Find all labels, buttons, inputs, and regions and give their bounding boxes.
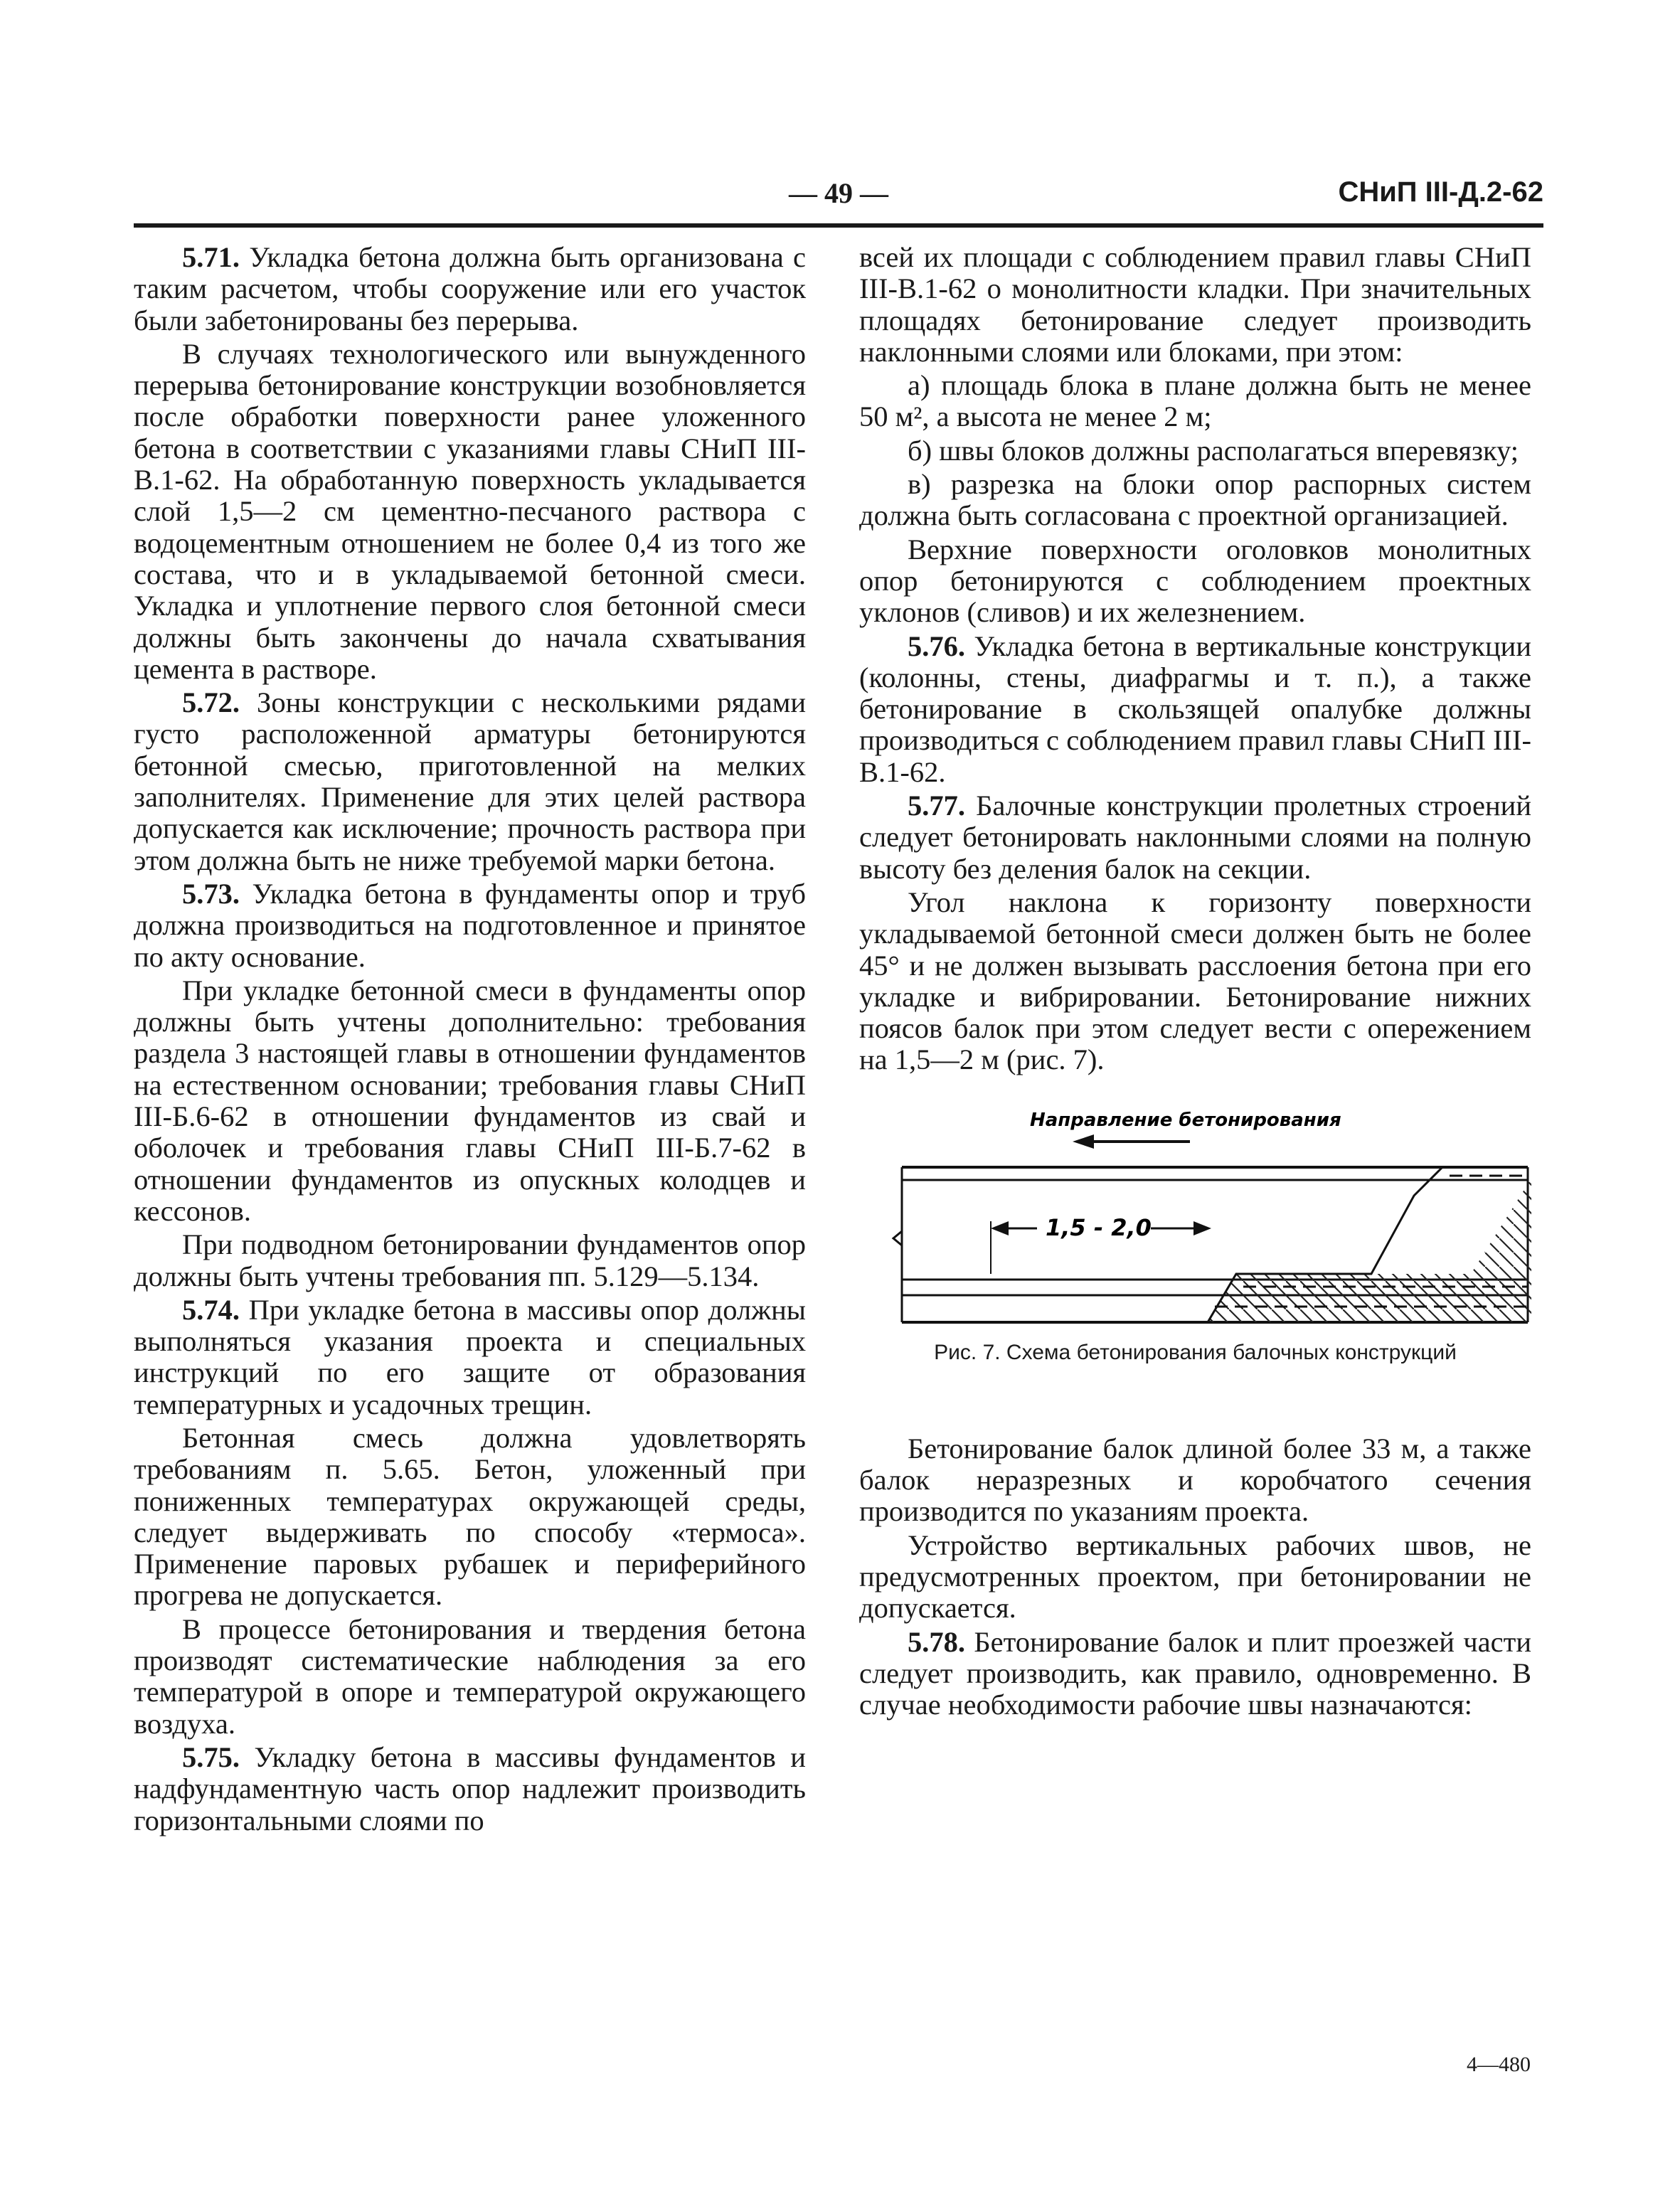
paragraph (859, 242, 1531, 368)
paragraph-text: При подводном бетонировании фундаментов опор должны быть учтены требования пп. 5.129—5.134. (134, 1228, 806, 1292)
paragraph-text: Зоны конструкции с несколькими рядами густо расположенной арматуры бетонируются бетонной смесью, приготовленной на мелких заполнителях. Применение для этих целей раствора допускается как исключение; прочность раствора при этом должна быть не ниже требуемой марки бетона. (134, 686, 806, 876)
paragraph (134, 339, 806, 685)
right-column-bottom (859, 1433, 1531, 1721)
paragraph (859, 631, 1531, 788)
paragraph-text: Балочные конструкции пролетных строений следует бетонировать наклонными слоями на полную высоту без деления балок на секции. (859, 790, 1531, 885)
paragraph (134, 1229, 806, 1292)
document-code: СНиП III-Д.2-62 (1338, 176, 1543, 208)
paragraph-text: Бетонирование балок длиной более 33 м, а также балок неразрезных и коробчатого сечения производится по указаниям проекта. (859, 1432, 1531, 1528)
paragraph (859, 1433, 1531, 1528)
paragraph-text: Бетонная смесь должна удовлетворять требованиям п. 5.65. Бетон, уложенный при пониженных температурах окружающей среды, следует выдерживать по способу «термоса». Применение паровых рубашек и периферийного прогрева не допускается. (134, 1421, 806, 1612)
paragraph-text: Устройство вертикальных рабочих швов, не предусмотренных проектом, при бетонировании не допускается. (859, 1529, 1531, 1625)
clause-number: 5.71. (182, 241, 240, 273)
direction-label: Направление бетонирования (1030, 1109, 1341, 1131)
paragraph (134, 975, 806, 1227)
clause-number: 5.72. (182, 686, 240, 719)
paragraph (859, 1530, 1531, 1625)
paragraph-text: В процессе бетонирования и твердения бетона производят систематические наблюдения за его температурой в опоре и температурой окружающего воздуха. (134, 1612, 806, 1740)
paragraph (859, 435, 1531, 467)
paragraph-text: Укладка бетона должна быть организована с таким расчетом, чтобы сооружение или его участок были забетонированы без перерыва. (134, 241, 806, 336)
paragraph-text: Угол наклона к горизонту поверхности укладываемой бетонной смеси должен быть не более 45° и не должен вызывать расслоения бетона при его укладке и вибрировании. Бетонирование нижних поясов балок при этом следует вести с опережением на 1,5—2 м (рис. 7). (859, 886, 1531, 1076)
dimension-arrow-left (991, 1221, 1009, 1235)
paragraph (134, 1294, 806, 1420)
paragraph-text: Укладка бетона в вертикальные конструкции (колонны, стены, диафрагмы и т. п.), а также бетонирование в скользящей опалубке должны производиться с соблюдением правил главы СНиП III-В.1-62. (859, 629, 1531, 788)
paragraph (859, 1627, 1531, 1721)
paragraph-text: б) швы блоков должны располагаться вперевязку; (908, 434, 1519, 467)
break-mark (893, 1231, 902, 1245)
header-rule (134, 223, 1543, 228)
paragraph (859, 534, 1531, 629)
clause-number: 5.75. (182, 1740, 240, 1773)
concreted-zone (1201, 1164, 1531, 1324)
paragraph-text: Верхние поверхности оголовков монолитных опор бетонируются с соблюдением проектных уклонов (сливов) и их железнением. (859, 533, 1531, 629)
paragraph (859, 790, 1531, 885)
paragraph-text: а) площадь блока в плане должна быть не менее 50 м², а высота не менее 2 м; (859, 369, 1531, 433)
paragraph (134, 1742, 806, 1836)
left-column (134, 242, 806, 1839)
sheet-signature: 4—480 (1467, 2053, 1531, 2076)
paragraph (134, 1423, 806, 1612)
page-number: — 49 — (789, 177, 888, 209)
clause-number: 5.78. (908, 1625, 965, 1658)
paragraph (134, 1614, 806, 1740)
clause-number: 5.77. (908, 790, 965, 822)
paragraph (859, 469, 1531, 532)
paragraph (134, 878, 806, 973)
figure-7 (859, 1096, 1531, 1366)
paragraph (859, 370, 1531, 433)
paragraph-text: Укладку бетона в массивы фундаментов и надфундаментную часть опор надлежит производить горизонтальными слоями по (134, 1740, 806, 1836)
paragraph-text: В случаях технологического или вынужденного перерыва бетонирование конструкции возобновляется после обработки поверхности ранее уложенного бетона в соответствии с указаниями главы СНиП III-В.1-62. На обработанную поверхность укладывается слой 1,5—2 см цементно-песчаного раствора с водоцементным отношением не более 0,4 из того же состава, что и в укладываемой бетонной смеси. Укладка и уплотнение первого слоя бетонной смеси должны быть закончены до начала схватывания цемента в растворе. (134, 337, 806, 685)
paragraph (859, 887, 1531, 1076)
paragraph-text: При укладке бетона в массивы опор должны выполняться указания проекта и специальных инструкций по его защите от образования температурных и усадочных трещин. (134, 1293, 806, 1420)
direction-arrow-head (1073, 1134, 1094, 1149)
clause-number: 5.74. (182, 1293, 240, 1326)
dimension-arrow-right (1193, 1221, 1211, 1235)
paragraph (134, 242, 806, 336)
paragraph (134, 687, 806, 876)
dimension-label: 1,5 - 2,0 (1046, 1213, 1152, 1241)
clause-number: 5.73. (182, 877, 240, 910)
right-column-top (859, 242, 1531, 1076)
page-header (134, 176, 1543, 222)
paragraph-text: При укладке бетонной смеси в фундаменты опор должны быть учтены дополнительно: требования раздела 3 настоящей главы в отношении фундаментов на естественном основании; требования главы СНиП III-Б.6-62 в отношении фундаментов из свай и оболочек и требования главы СНиП III-Б.7-62 в отношении фундаментов из опускных колодцев и кессонов. (134, 974, 806, 1227)
clause-number: 5.76. (908, 629, 965, 662)
right-column (859, 242, 1531, 1723)
paragraph-text: Бетонирование балок и плит проезжей части следует производить, как правило, одновременно. В случае необходимости рабочие швы назначаются: (859, 1625, 1531, 1721)
paragraph-text: всей их площади с соблюдением правил главы СНиП III-В.1-62 о монолитности кладки. При значительных площадях бетонирование следует производить наклонными слоями или блоками, при этом: (859, 241, 1531, 368)
paragraph-text: в) разрезка на блоки опор распорных систем должна быть согласована с проектной организацией. (859, 468, 1531, 532)
figure-caption: Рис. 7. Схема бетонирования балочных конструкций (934, 1340, 1457, 1364)
beam-concreting-scheme (859, 1096, 1531, 1324)
paragraph-text: Укладка бетона в фундаменты опор и труб должна производиться на подготовленное и принятое по акту основание. (134, 877, 806, 973)
